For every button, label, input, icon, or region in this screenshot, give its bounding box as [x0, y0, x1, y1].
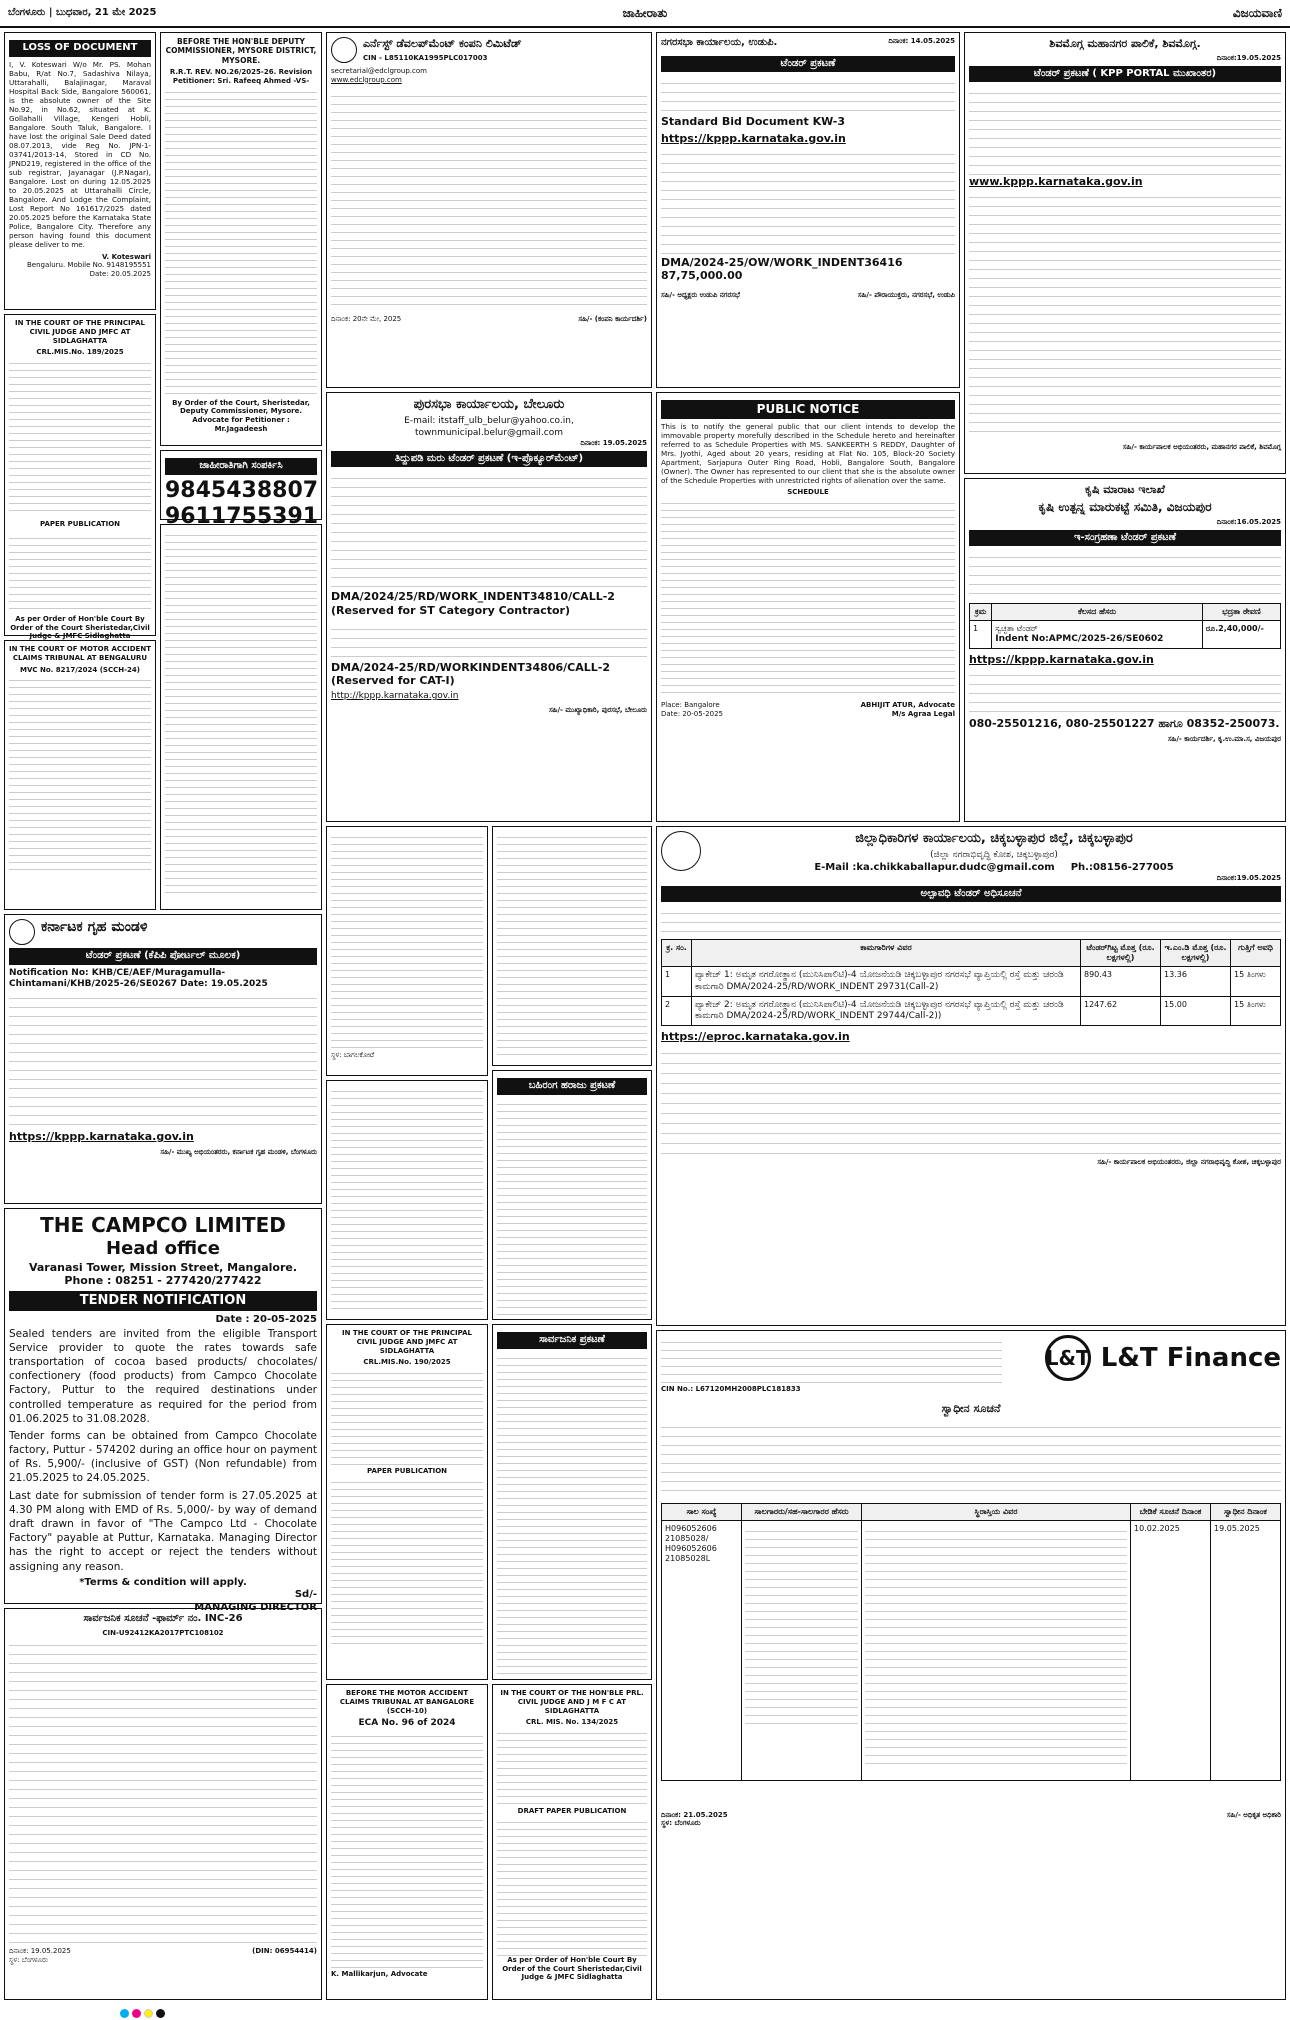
ad-title: THE CAMPCO LIMITED — [40, 1213, 286, 1237]
ad-date: ದಿನಾಂಕ:16.05.2025 — [1216, 517, 1281, 526]
apmc-tender-ad — [964, 478, 1286, 822]
body-1: Sealed tenders are invited from the eligible Transport Service provider to quote the rates towards safe transportation of cocoa based products/ chocolates/ confectionery (food products) from Campco Chocolate Factory, Puttur to the required destinations under controlled temperature as required for the period from 01.06.2025 to 31.08.2028. — [9, 1327, 317, 1425]
ad-title: LOSS OF DOCUMENT — [9, 40, 151, 57]
work-name: ಸ್ವಚ್ಛತಾ ಟೆಂಡರ್ — [995, 624, 1038, 633]
ad-body-placeholder — [969, 85, 1281, 175]
case-number: MVC No. 8217/2024 (SCCH-24) — [20, 665, 140, 674]
ad-body-placeholder — [661, 1419, 1281, 1499]
bid-doc: Standard Bid Document KW-3 — [661, 115, 845, 128]
ad-title: BEFORE THE HON'BLE DEPUTY COMMISSIONER, MYSORE DISTRICT, MYSORE. — [165, 37, 317, 65]
ad-footer: ಸಹಿ/- ಕಾರ್ಯಪಾಲಕ ಅಭಿಯಂತರರು, ಜಿಲ್ಲಾ ನಗರಾಭಿವೃದ್ಧಿ ಕೋಶ, ಚಿಕ್ಕಬಳ್ಳಾಪುರ — [1097, 1158, 1281, 1166]
ad-body-placeholder-2 — [331, 1476, 483, 1646]
company-name-change-ad — [4, 1608, 322, 2000]
row-no: 1 — [662, 967, 692, 997]
address-placeholder — [661, 1335, 1002, 1385]
address: Varanasi Tower, Mission Street, Mangalore. Phone : 08251 - 277420/277422 — [28, 1260, 298, 1288]
ad-title: ಕರ್ನಾಟಕ ಗೃಹ ಮಂಡಳಿ — [41, 919, 148, 935]
case-number: R.R.T. REV. NO.26/2025-26. Revision Petitioner: Sri. Rafeeq Ahmed -VS- — [169, 68, 313, 85]
row-desc: ಪ್ಯಾಕೇಜ್ 2: ಅಮೃತ ನಗರೋತ್ಥಾನ (ಮುನಿಸಿಪಾಲಿಟಿ)-4 ಯೋಜನೆಯಡಿ ಚಿಕ್ಕಬಳ್ಳಾಪುರ ನಗರಸಭೆ ವ್ಯಾಪ್ತಿಯಲ್ಲಿ ರಸ್ತೆ ಮತ್ತು ಚರಂಡಿ ಕಾಮಗಾರಿ DMA/2024-25/RD/WORK_INDENT 29744/Call-2)) — [692, 996, 1081, 1026]
ad-body-placeholder — [9, 990, 317, 1130]
public-notice-ad — [656, 392, 960, 822]
tender-site[interactable]: https://eproc.karnataka.gov.in — [661, 1030, 850, 1044]
tender-site[interactable]: https://kppp.karnataka.gov.in — [661, 131, 846, 145]
ad-body-placeholder — [331, 831, 483, 1051]
ad-title: IN THE COURT OF THE PRINCIPAL CIVIL JUDGE AND JMFC AT SIDLAGHATTA — [342, 1329, 472, 1355]
company-email: secretarial@edclgroup.com — [331, 67, 427, 75]
col-header: ಸಾಲಗಾರರು/ಸಹ-ಸಾಲಗಾರರ ಹೆಸರು — [742, 1503, 862, 1520]
shivamogga-tender-ad — [964, 32, 1286, 474]
row-emd: 13.36 — [1161, 967, 1231, 997]
ad-date: ದಿನಾಂಕ:19.05.2025 — [1216, 53, 1281, 62]
ad-footer: ಸಹಿ/- ಕಾರ್ಯದರ್ಶಿ, ಕೃ.ಉ.ಮಾ.ಸ, ವಿಜಯಪುರ — [1167, 734, 1281, 743]
notice-title: ಸ್ವಾಧೀನ ಸೂಚನೆ — [941, 1401, 1001, 1415]
registration-marks-left — [120, 2009, 165, 2018]
property-cell — [862, 1520, 1131, 1780]
signer-2: ಸಹಿ/- ಪೌರಾಯುಕ್ತರು, ನಗರಸಭೆ, ಉಡುಪಿ — [857, 291, 955, 299]
kannada-court-notice — [160, 524, 322, 910]
udupi-tender-ad — [656, 32, 960, 388]
case-number: CRL. MIS. No. 134/2025 — [525, 1718, 619, 1727]
company-name: L&T Finance — [1100, 1342, 1281, 1373]
ad-title: BEFORE THE MOTOR ACCIDENT CLAIMS TRIBUNAL AT BANGALORE (SCCH-10) — [339, 1689, 475, 1715]
court-notice-sidlaghatta-2 — [326, 1324, 488, 1680]
ad-body-placeholder-2 — [497, 1816, 647, 1956]
ad-footer: As per Order of Hon'ble Court By Order of the Court Sheristedar,Civil Judge & JMFC Sidlaghatta — [10, 614, 150, 641]
possession-table — [661, 1503, 1281, 1781]
public-announcement — [492, 1324, 652, 1680]
contact-title: ಜಾಹೀರಾತಿಗಾಗಿ ಸಂಪರ್ಕಿಸಿ — [165, 458, 317, 475]
notification-no: Notification No: KHB/CE/AEF/Muragamulla-Chintamani/KHB/2025-26/SE0267 Date: 19.05.2025 — [9, 967, 268, 989]
din: (DIN: 06954414) — [252, 1947, 317, 1956]
col-header: ಕ್ರಮ — [970, 604, 992, 621]
demand-date: 10.02.2025 — [1131, 1520, 1211, 1780]
tender-site[interactable]: https://kppp.karnataka.gov.in — [9, 1130, 194, 1143]
ad-body-placeholder — [661, 905, 1281, 935]
ad-body-placeholder-2 — [661, 1044, 1281, 1154]
loss-of-document-ad — [4, 32, 156, 310]
possession-date: 19.05.2025 — [1211, 1520, 1281, 1780]
court-notice-sidlaghatta-1 — [4, 314, 156, 641]
indent-1: DMA/2024/25/RD/WORK_INDENT34810/CALL-2 (Reserved for ST Category Contractor) — [331, 590, 615, 617]
works-table — [661, 939, 1281, 1026]
loan-nos: H096052606 21085028/ H096052606 21085028L — [662, 1520, 742, 1780]
ad-subtitle: (ಜಿಲ್ಲಾ ನಗರಾಭಿವೃದ್ಧಿ ಕೋಶ, ಚಿಕ್ಕಬಳ್ಳಾಪುರ) — [930, 850, 1058, 861]
section-heading: PAPER PUBLICATION — [39, 520, 121, 528]
ad-footer: ಸಹಿ/- ಮುಖ್ಯ ಅಭಿಯಂತರರು, ಕರ್ನಾಟಕ ಗೃಹ ಮಂಡಳಿ, ಬೆಂಗಳೂರು — [160, 1147, 317, 1156]
tender-site[interactable]: https://kppp.karnataka.gov.in — [969, 653, 1154, 667]
ad-body: This is to notify the general public that our client intends to develop the immovable property morefully described in the Schedule hereto and hereinafter referred to as Schedule Properties with MS. SANKEERTH S REDDY, Daughter of Mrs. Jyothi, Aged about 20 years, residing at Flat No. 105, Block-20 Society Apartment, Sarjapura Outer Ring Road, Hobli, Bangalore South, Bangalore (Owner). The Owner has represented to our client that she is the absolute owner of the Schedule Properties with unrestricted rights of alienation over the same. — [661, 422, 955, 485]
tender-site[interactable]: www.kppp.karnataka.gov.in — [969, 175, 1143, 188]
motor-claims-notice-2 — [326, 1684, 488, 2000]
ad-body-placeholder-2 — [661, 146, 955, 256]
company-logo-icon — [331, 37, 357, 63]
place: ಸ್ಥಳ: ಬೆಂಗಳೂರು — [661, 1819, 701, 1828]
company-cin: CIN - L85110KA1995PLC017003 — [363, 53, 488, 62]
ad-body-placeholder — [331, 1085, 483, 1313]
table-row — [970, 621, 1281, 649]
ad-body-placeholder — [9, 674, 151, 874]
ad-title: ನಗರಸಭಾ ಕಾರ್ಯಾಲಯ, ಉಡುಪಿ. — [661, 37, 778, 48]
col-header: ಸಾಲ ಸಂಖ್ಯೆ — [662, 1503, 742, 1520]
ad-signer: ಸಹಿ/- (ಕಂಪನಿ ಕಾರ್ಯದರ್ಶಿ) — [578, 314, 647, 323]
body-3: Last date for submission of tender form is 27.05.2025 at 4.30 PM along with EMD of Rs. 5,000/- by way of demand draft drawn in favor of "The Campco Ltd - Chocolate Factory" payable at Puttur, Karnataka. Managing Director has the right to accept or reject the tenders without assigning any reason. — [9, 1489, 317, 1573]
ad-body-placeholder — [969, 549, 1281, 599]
ad-body-placeholder-2 — [969, 189, 1281, 439]
signer: Sd/- — [294, 1589, 317, 1601]
ad-body-placeholder — [331, 89, 647, 309]
ad-title: ಕೃಷಿ ಮಾರಾಟ ಇಲಾಖೆ — [1085, 483, 1165, 496]
advertise-contact-box — [160, 450, 322, 529]
borrowers-cell — [742, 1520, 862, 1780]
schedule-placeholder — [661, 497, 955, 697]
ad-title: ಸಾರ್ವಜನಿಕ ಸೂಚನೆ -ಫಾರ್ಮ್ ನಂ. INC-26 — [83, 1613, 243, 1624]
lt-finance-possession-notice — [656, 1330, 1286, 2000]
head-office: Head office — [106, 1238, 220, 1259]
tender-bar: ಅಲ್ಪಾವಧಿ ಟೆಂಡರ್ ಅಧಿಸೂಚನೆ — [661, 886, 1281, 903]
phone: Ph.:08156-277005 — [1070, 861, 1174, 873]
place: Place: Bangalore — [661, 700, 720, 709]
tender-site[interactable]: http://kppp.karnataka.gov.in — [331, 691, 459, 701]
small-notice-1 — [326, 826, 488, 1076]
work-cell — [992, 621, 1202, 649]
government-emblem-icon — [661, 831, 701, 871]
col-header: ಭದ್ರತಾ ಠೇವಣಿ — [1202, 604, 1280, 621]
ad-body-placeholder — [331, 1730, 483, 1970]
yellow-dot — [144, 2009, 153, 2018]
contact-phone-1: 9845438807 — [165, 477, 319, 503]
ad-title: IN THE COURT OF MOTOR ACCIDENT CLAIMS TRIBUNAL AT BENGALURU — [9, 645, 151, 662]
signer: ABHIJIT ATUR, Advocate — [860, 700, 955, 709]
tender-bar: ಟೆಂಡರ್ ಪ್ರಕಟಣೆ (ಕೆಪಿಪಿ ಪೋರ್ಟಲ್ ಮೂಲಕ) — [9, 948, 317, 965]
ad-date: ದಿನಾಂಕ:19.05.2025 — [1216, 874, 1281, 882]
ad-title: ಬಹಿರಂಗ ಹರಾಜು ಪ್ರಕಟಣೆ — [497, 1078, 647, 1095]
col-header: ಕ್ರ. ಸಂ. — [662, 940, 692, 967]
row-period: 15 ತಿಂಗಳು — [1231, 967, 1281, 997]
row-amount: 890.43 — [1081, 967, 1161, 997]
ad-body-placeholder — [497, 831, 647, 1059]
ad-date: Date : 20-05-2025 — [215, 1314, 317, 1326]
ad-body-placeholder-2 — [9, 532, 151, 612]
tender-bar: ಇ-ಸಂಗ್ರಹಣಾ ಟೆಂಡರ್ ಪ್ರಕಟಣೆ — [969, 530, 1281, 547]
ad-subtitle: ಕೃಷಿ ಉತ್ಪನ್ನ ಮಾರುಕಟ್ಟೆ ಸಮಿತಿ, ವಿಜಯಪುರ — [1038, 499, 1212, 514]
ad-body-placeholder-2 — [331, 621, 647, 661]
ad-footer: K. Mallikarjun, Advocate — [331, 1969, 428, 1978]
indent-2: DMA/2024-25/RD/WORKINDENT34806/CALL-2 (Reserved for CAT-I) — [331, 660, 610, 688]
col-header: ಕಾಮಗಾರಿಗಳ ವಿವರ — [692, 940, 1081, 967]
tender-bar: ಟೆಂಡರ್ ಪ್ರಕಟಣೆ — [661, 56, 955, 73]
chikkaballapur-tender-ad — [656, 826, 1286, 1326]
ad-footer: By Order of the Court, Sheristedar, Deputy Commissioner, Mysore. Advocate for Petitioner : Mr.Jagadeesh — [172, 398, 310, 433]
tender-amount: 87,75,000.00 — [661, 269, 743, 283]
row-amount: 1247.62 — [1081, 996, 1161, 1026]
cyan-dot — [120, 2009, 129, 2018]
magenta-dot — [132, 2009, 141, 2018]
ad-date: ದಿನಾಂಕ: 20ನೇ ಮೇ, 2025 — [331, 314, 402, 323]
earnest-development-ad — [326, 32, 652, 388]
borrowers-placeholder — [745, 1524, 858, 1724]
col-header: ಕೆಲಸದ ಹೆಸರು — [992, 604, 1202, 621]
housing-board-ad — [4, 914, 322, 1204]
body-2: Tender forms can be obtained from Campco Chocolate factory, Puttur - 574202 during an office hour on payment of Rs. 5,900/- (inclusive of GST) (Non refundable) from 21.05.2025 to 24.05.2025. — [9, 1429, 317, 1485]
ad-body-placeholder — [497, 1098, 647, 1318]
case-number: CRL.MIS.No. 190/2025 — [363, 1358, 451, 1367]
ad-title: IN THE COURT OF THE PRINCIPAL CIVIL JUDGE AND JMFC AT SIDLAGHATTA — [15, 319, 145, 345]
lt-logo-icon: L&T — [1045, 1335, 1091, 1381]
auction-notice — [492, 1070, 652, 1320]
email-2: townmunicipal.belur@gmail.com — [414, 427, 564, 438]
campco-tender-ad — [4, 1208, 322, 1613]
col-header: ಗುತ್ತಿಗೆ ಅವಧಿ — [1231, 940, 1281, 967]
section-heading: PAPER PUBLICATION — [366, 1467, 448, 1475]
deposit: ರೂ.2,40,000/- — [1202, 621, 1280, 649]
apmc-table — [969, 603, 1281, 649]
lt-finance-logo — [1045, 1335, 1281, 1381]
page-date: ಬೆಂಗಳೂರು | ಬುಧವಾರ, 21 ಮೇ 2025 — [8, 6, 157, 18]
email: E-Mail :ka.chikkaballapur.dudc@gmail.com — [814, 861, 1055, 873]
indent-no: DMA/2024-25/OW/WORK_INDENT36416 — [661, 255, 903, 269]
property-placeholder — [865, 1524, 1127, 1764]
terms: *Terms & condition will apply. — [79, 1576, 247, 1588]
ad-title: ಜಿಲ್ಲಾಧಿಕಾರಿಗಳ ಕಾರ್ಯಾಲಯ, ಚಿಕ್ಕಬಳ್ಳಾಪುರ ಜಿಲ್ಲೆ, ಚಿಕ್ಕಬಳ್ಳಾಪುರ — [855, 831, 1133, 846]
ad-title: IN THE COURT OF THE HON'BLE PRL. CIVIL JUDGE AND J M F C AT SIDLAGHATTA — [500, 1689, 644, 1715]
page-section: ಜಾಹೀರಾತು — [622, 5, 668, 20]
col-header: ಇ.ಎಂ.ಡಿ ಮೊತ್ತ (ರೂ. ಲಕ್ಷಗಳಲ್ಲಿ) — [1161, 940, 1231, 967]
small-notice-3 — [492, 826, 652, 1066]
ad-body: I, V. Koteswari W/o Mr. PS. Mohan Babu, R/at No.7, Sadashiva Nilaya, Uttarahalli, Balajinagar, Maraval Hospital Back Side, Bangalore 560061, is the absolute owner of the Site No.92, in No.62, situated at K. Gollahalli Village, Kengeri Hobli, Bangalore South Taluk, Bangalore. I have lost the original Sale Deed dated 08.07.2013, vide Reg No. JPN-1-03741/2013-14, Stored in CD No. JPND219, registered in the office of the sub registrar, Jayanagar (J.P.Nagar), Bangalore. Lost on during 12.05.2025 to 20.05.2025 at Uttarahalli Circle, Bangalore. And Lodge the Complaint, Lost Report No 161617/2025 dated 20.05.2025 before the Karnataka State Police, Bangalore City. Therefore any person having found this document please deliver to me. — [9, 59, 151, 249]
ad-title: ಪುರಸಭಾ ಕಾರ್ಯಾಲಯ, ಬೇಲೂರು — [413, 397, 565, 412]
cin: CIN No.: L67120MH2008PLC181833 — [661, 1385, 801, 1393]
contact-phones: 080-25501216, 080-25501227 ಹಾಗೂ 08352-250073. — [969, 717, 1280, 730]
row-no: 2 — [662, 996, 692, 1026]
table-row — [662, 996, 1281, 1026]
ad-footer: ಸಹಿ/- ಮುಖ್ಯಾಧಿಕಾರಿ, ಪುರಸಭೆ, ಬೇಲೂರು — [548, 706, 647, 715]
case-number: ECA No. 96 of 2024 — [358, 1718, 456, 1729]
tender-bar: ಟೆಂಡರ್ ಪ್ರಕಟಣೆ ( KPP PORTAL ಮುಖಾಂತರ) — [969, 66, 1281, 83]
signer: ಸಹಿ/- ಅಧಿಕೃತ ಅಧಿಕಾರಿ — [1226, 1810, 1281, 1819]
row-desc: ಪ್ಯಾಕೇಜ್ 1: ಅಮೃತ ನಗರೋತ್ಥಾನ (ಮುನಿಸಿಪಾಲಿಟಿ)-4 ಯೋಜನೆಯಡಿ ಚಿಕ್ಕಬಳ್ಳಾಪುರ ನಗರಸಭೆ ವ್ಯಾಪ್ತಿಯಲ್ಲಿ ರಸ್ತೆ ಮತ್ತು ಚರಂಡಿ ಕಾಮಗಾರಿ DMA/2024-25/RD/WORK_INDENT 29731(Call-2) — [692, 967, 1081, 997]
ad-body-placeholder — [497, 1727, 647, 1807]
ad-title: ಸಾರ್ವಜನಿಕ ಪ್ರಕಟಣೆ — [497, 1332, 647, 1349]
deputy-commissioner-notice — [160, 32, 322, 446]
paper-name: ವಿಜಯವಾಣಿ — [1232, 5, 1282, 20]
date: ದಿನಾಂಕ: 21.05.2025 — [661, 1810, 728, 1819]
accident-claims-notice — [4, 640, 156, 910]
contact-phone-2: 9611755391 — [165, 503, 319, 529]
email: E-mail: itstaff_ulb_belur@yahoo.co.in, — [404, 416, 574, 427]
row-period: 15 ತಿಂಗಳು — [1231, 996, 1281, 1026]
small-notice-2 — [326, 1080, 488, 1320]
date: Date: 20-05-2025 — [661, 709, 723, 718]
col-header: ಟೆಂಡರ್‌ಗಿಟ್ಟ ಮೊತ್ತ (ರೂ. ಲಕ್ಷಗಳಲ್ಲಿ) — [1081, 940, 1161, 967]
cin: CIN-U92412KA2017PTC108102 — [102, 1628, 224, 1637]
row-emd: 15.00 — [1161, 996, 1231, 1026]
belur-tender-ad — [326, 392, 652, 822]
tender-bar: TENDER NOTIFICATION — [9, 1291, 317, 1311]
tender-bar: ತಿದ್ದುಪಡಿ ಮರು ಟೆಂಡರ್ ಪ್ರಕಟಣೆ (ಇ-ಪ್ರೊಕ್ಯೂರ್‌ಮೆಂಟ್) — [331, 451, 647, 468]
col-header: ಬೇಡಿಕೆ ಸೂಚನೆ ದಿನಾಂಕ — [1131, 1503, 1211, 1520]
ad-footer: As per Order of Hon'ble Court By Order of the Court Sheristedar,Civil Judge & JMFC Sidlaghatta — [502, 1955, 642, 1982]
ad-signer: V. Koteswari — [101, 252, 151, 261]
court-notice-sidlaghatta-3 — [492, 1684, 652, 2000]
ad-body-placeholder — [165, 529, 317, 899]
section-heading: DRAFT PAPER PUBLICATION — [517, 1807, 627, 1815]
ad-signer-info: Bengaluru. Mobile No. 9148195551 Date: 20.05.2025 — [27, 261, 151, 278]
row-no: 1 — [970, 621, 992, 649]
ad-footer: ಸಹಿ/- ಕಾರ್ಯಪಾಲಕ ಅಭಿಯಂತರರು, ಮಹಾನಗರ ಪಾಲಿಕೆ, ಶಿವಮೊಗ್ಗ — [1122, 442, 1281, 451]
ad-title: ಎರ್ನೆಸ್ಟ್ ಡೆವಲಪ್‌ಮೆಂಟ್ ಕಂಪನಿ ಲಿಮಿಟೆಡ್ — [363, 37, 522, 50]
ad-date: ದಿನಾಂಕ: 14.05.2025 — [888, 37, 955, 45]
place: ಸ್ಥಳ: ಬಾಗಲಕೋಟೆ — [331, 1051, 375, 1059]
ad-body-placeholder-2 — [969, 667, 1281, 717]
ad-body-placeholder — [165, 86, 317, 396]
black-dot — [156, 2009, 165, 2018]
ad-date: ದಿನಾಂಕ: 19.05.2025 — [580, 438, 647, 447]
company-web[interactable]: www.edclgroup.com — [331, 75, 402, 84]
col-header: ಸ್ವಾಧೀನ ದಿನಾಂಕ — [1211, 1503, 1281, 1520]
schedule-heading: SCHEDULE — [787, 488, 829, 496]
table-row — [662, 967, 1281, 997]
ad-body-placeholder — [9, 1637, 317, 1947]
signer-1: ಸಹಿ/- ಅಧ್ಯಕ್ಷರು ಉಡುಪಿ ನಗರಸಭೆ — [661, 291, 740, 299]
case-number: CRL.MIS.No. 189/2025 — [36, 348, 124, 357]
ad-body-placeholder — [331, 1367, 483, 1467]
col-header: ಸ್ಥಿರಾಸ್ತಿಯ ವಿವರ — [862, 1503, 1131, 1520]
date: ದಿನಾಂಕ: 19.05.2025 — [9, 1947, 71, 1956]
housing-board-logo-icon — [9, 919, 35, 945]
ad-body-placeholder — [661, 75, 955, 115]
masthead — [0, 0, 1290, 28]
place: ಸ್ಥಳ: ಬೆಂಗಳೂರು — [9, 1956, 48, 1964]
indent-no: Indent No:APMC/2025-26/SE0602 — [995, 634, 1164, 644]
ad-body-placeholder — [9, 357, 151, 517]
ad-body-placeholder — [331, 470, 647, 590]
ad-title: PUBLIC NOTICE — [661, 400, 955, 419]
table-row — [662, 1520, 1281, 1780]
ad-body-placeholder — [497, 1352, 647, 1678]
signer-role: MANAGING DIRECTOR — [194, 1601, 317, 1613]
firm: M/s Agraa Legal — [891, 709, 955, 718]
ad-title: ಶಿವಮೊಗ್ಗ ಮಹಾನಗರ ಪಾಲಿಕೆ, ಶಿವಮೊಗ್ಗ. — [1049, 37, 1201, 50]
